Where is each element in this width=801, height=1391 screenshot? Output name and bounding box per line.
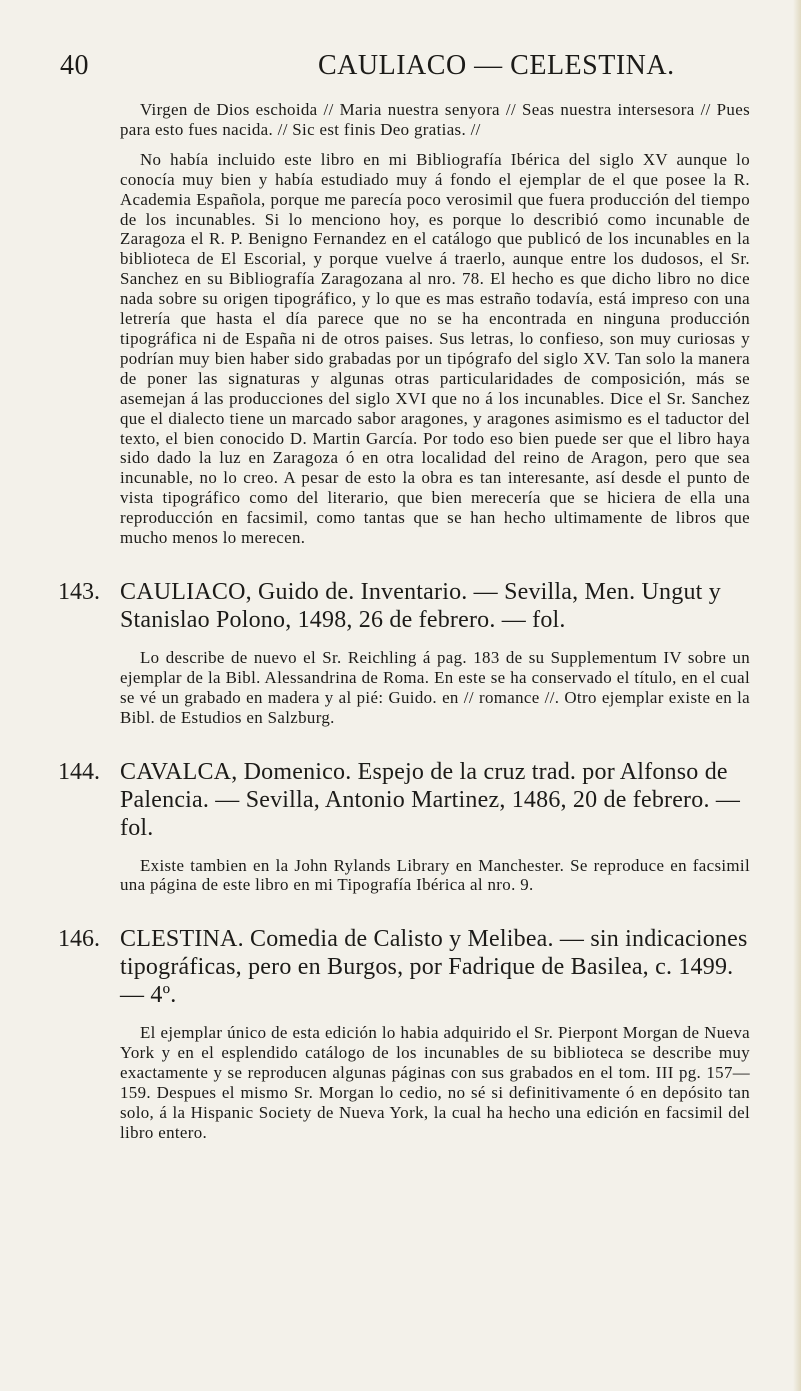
- page-edge-shadow: [793, 0, 801, 1391]
- entry-number: 144.: [58, 758, 100, 785]
- entry-body: El ejemplar único de esta edición lo habia adquirido el Sr. Pierpont Morgan de Nueva York y en el esplendido catálogo de los incunables de su biblioteca se describe muy exactamente y se reproducen algunas páginas con sus grabados en el tom. III pg. 157—159. Despues el mismo Sr. Morgan lo cedio, no sé si definitivamente ó en depósito tan solo, á la Hispanic Society de Nueva York, la cual ha hecho una edición en facsimil del libro entero.: [120, 1023, 750, 1142]
- page-number: 40: [60, 50, 89, 81]
- entry-title: CAULIACO, Guido de. Inventario. — Sevilla, Men. Ungut y Stanislao Polono, 1498, 26 de febrero. — fol.: [120, 578, 721, 633]
- entry-144: [58, 758, 750, 896]
- colophon-text: Virgen de Dios eschoida // Maria nuestra senyora // Seas nuestra intersesora // Pues para esto fues nacida. // Sic est finis Deo gratias. //: [120, 100, 750, 139]
- entry-number: 146.: [58, 926, 100, 953]
- running-head: CAULIACO — CELESTINA.: [318, 50, 675, 81]
- text-block: [58, 100, 750, 1143]
- entry-143: [58, 578, 750, 728]
- entry-title: CAVALCA, Domenico. Espejo de la cruz trad. por Alfonso de Palencia. — Sevilla, Antonio Martinez, 1486, 20 de febrero. — fol.: [120, 758, 741, 841]
- entry-title: CLESTINA. Comedia de Calisto y Melibea. — sin indicaciones tipográficas, pero en Burgos, por Fadrique de Basilea, c. 1499. — 4º.: [120, 926, 748, 1009]
- page-header: [60, 50, 760, 84]
- entry-body: Existe tambien en la John Rylands Library en Manchester. Se reproduce en facsimil una página de este libro en mi Tipografía Ibérica al nro. 9.: [120, 855, 750, 895]
- entry-body: Lo describe de nuevo el Sr. Reichling á pag. 183 de su Supplementum IV sobre un ejemplar de la Bibl. Alessandrina de Roma. En este se ha conservado el título, en el cual se vé un grabado en madera y al pié: Guido. en // romance //. Otro ejemplar existe en la Bibl. de Estudios en Salzburg.: [120, 647, 750, 727]
- entry-146: [58, 925, 750, 1142]
- entry-number: 143.: [58, 578, 100, 605]
- commentary-paragraph: No había incluido este libro en mi Bibliografía Ibérica del siglo XV aunque lo conocía muy bien y había estudiado muy á fondo el ejemplar de el que posee la R. Academia Española, porque me parecía poco verosimil que fuera producción del tiempo de los incunables. Si lo menciono hoy, es porque lo describió como incunable de Zaragoza el R. P. Benigno Fernandez en el catálogo que publicó de los incunables en la biblioteca de El Escorial, y porque vuelve á traerlo, aunque entre los dudosos, el Sr. Sanchez en su Bibliografía Zaragozana al nro. 78. El hecho es que dicho libro no dice nada sobre su origen tipográfico, y lo que es mas estraño todavía, está impreso con una letrería que hasta el día parece que no se ha encontrada en ninguna producción tipográfica ni de España ni de otros paises. Sus letras, lo confieso, son muy curiosas y podrían muy bien haber sido grabadas por un tipógrafo del siglo XV. Tan solo la manera de poner las signaturas y algunas otras particularidades de composición, más se asemejan á las producciones del siglo XVI que no á los incunables. Dice el Sr. Sanchez que el dialecto tiene un marcado sabor aragones, y aragones asimismo es el taductor del texto, el bien conocido D. Martin García. Por todo eso bien puede ser que el libro haya sido dado la luz en Zaragoza ó en otra localidad del reino de Aragon, pero que sea incunable, no lo creo. A pesar de esto la obra es tan interesante, así desde el punto de vista tipográfico como del literario, que bien merecería que se hiciera de ella una reproducción en facsimil, como tantas que se han hecho ultimamente de libros que mucho menos lo merecen.: [120, 149, 750, 548]
